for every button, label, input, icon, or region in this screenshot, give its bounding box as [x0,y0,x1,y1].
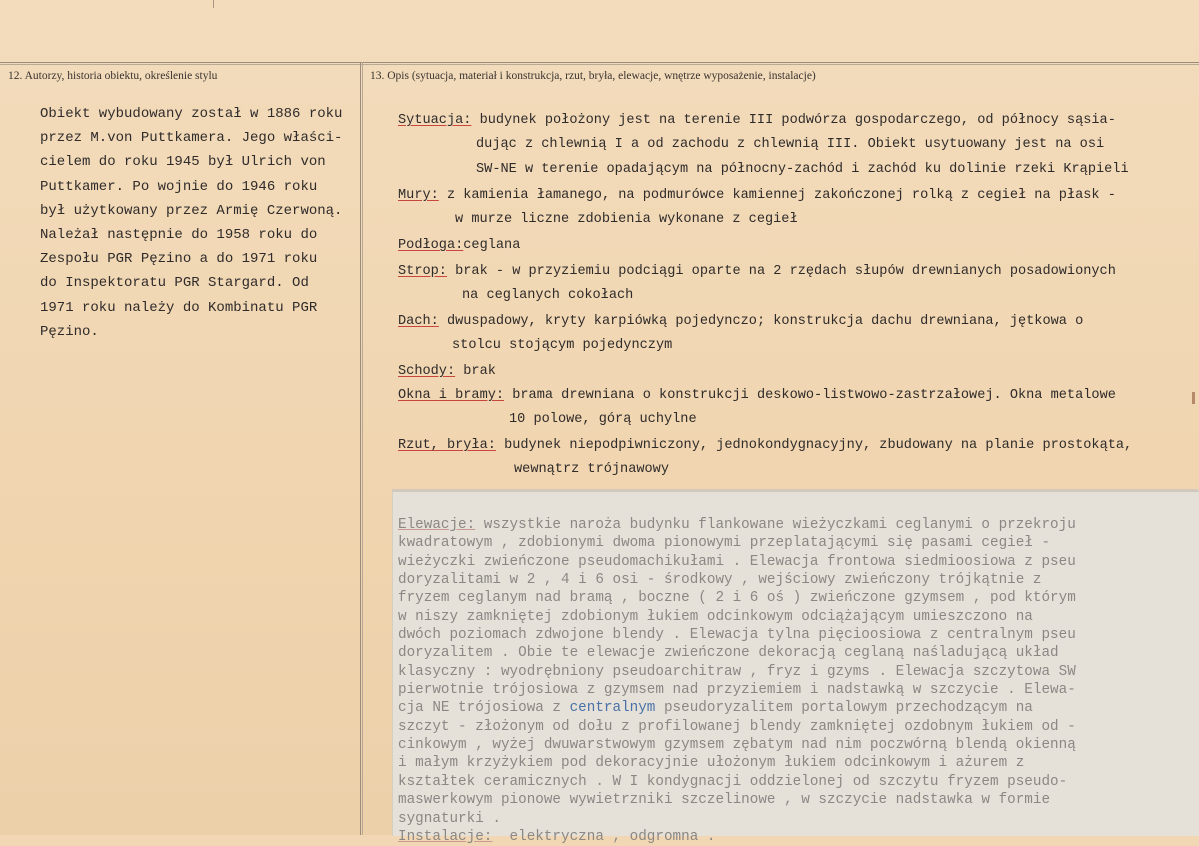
elewacje-text-block [398,516,1198,846]
history-line: Zespołu PGR Pęzino a do 1971 roku [40,251,318,268]
rzut-label: Rzut, bryła: [398,438,496,453]
sytuacja-line-3: SW-NE w terenie opadającym na północny-zachód i zachód ku dolinie rzeki Krąpieli [476,162,1129,177]
elewacje-line: szczyt - złożonym od dołu z profilowanej blendy zamkniętej ozdobnym łukiem od - [398,718,1076,735]
sytuacja-label: Sytuacja: [398,113,472,128]
podloga-text: ceglana [463,238,521,253]
edge-mark [1192,392,1195,404]
header-rule [0,62,1199,63]
history-line: cielem do roku 1945 był Ulrich von [40,154,326,171]
okna-line-2: 10 polowe, górą uchylne [509,412,697,427]
elewacje-line: dwóch poziomach zdwojone blendy . Elewacja tylna pięcioosiowa z centralnym pseu [398,627,1076,644]
elewacje-line: klasyczny : wyodrębniony pseudoarchitraw , fryz i gzyms . Elewacja szczytowa SW [398,663,1076,680]
okna-label: Okna i bramy: [398,388,505,403]
elewacje-line: w niszy zamkniętej zdobionym łukiem odcinkowym odciążającym umieszczono na [398,608,1033,625]
history-line: Należał następnie do 1958 roku do [40,227,318,244]
elewacje-line: doryzalitami w 2 , 4 i 6 osi - środkowy , wejściowy zwieńczony trójkątnie z [398,572,1042,589]
mury-label: Mury: [398,188,439,203]
history-line: Obiekt wybudowany został w 1886 roku [40,106,343,122]
elewacje-line-1 [398,516,1198,534]
podloga-line [398,238,520,253]
header-rule-shadow [0,64,1199,65]
schody-line [398,364,496,379]
elewacje-line: i małym krzyżykiem pod dekoracyjnie ułożonym łukiem odcinkowym i ażurem z [398,755,1025,772]
elewacje-line-ne [398,699,1198,717]
dach-label: Dach: [398,314,439,329]
okna-text: brama drewniana o konstrukcji deskowo-listwowo-zastrzałowej. Okna metalowe [504,388,1116,403]
elewacje-ne-text-a: cja NE trójosiowa z [398,700,570,717]
dach-line-1 [398,314,1083,329]
history-line: przez M.von Puttkamera. Jego właści- [40,130,343,147]
sytuacja-line-2: dując z chlewnią I a od zachodu z chlewnią III. Obiekt usytuowany jest na osi [476,137,1105,152]
section-12-header: 12. Autorzy, historia obiektu, określenie stylu [8,70,218,82]
instalacje-line [398,828,1198,846]
elewacje-label: Elewacje: [398,517,476,533]
elewacje-line: kwadratowym , zdobionymi dwoma pionowymi przeplatającymi się pasami cegieł - [398,535,1051,552]
instalacje-text: elektryczna , odgromna . [492,828,716,845]
elewacje-line: kształtek ceramicznych . W I kondygnacji oddzielonej od szczytu fryzem pseudo- [398,773,1068,790]
rzut-line-1 [398,438,1132,453]
history-line: Puttkamer. Po wojnie do 1946 roku [40,178,318,195]
strop-line-1 [398,264,1116,279]
mury-line-1 [398,188,1116,203]
rzut-line-2: wewnątrz trójnawowy [514,462,669,477]
mury-text: z kamienia łamanego, na podmurówce kamiennej zakończonej rolką z cegieł na płask - [438,188,1116,203]
mury-line-2: w murze liczne zdobienia wykonane z cegieł [455,212,798,227]
elewacje-line: fryzem ceglanym nad bramą , boczne ( 2 i 6 oś ) zwieńczone gzymsem , pod którym [398,590,1076,607]
strop-label: Strop: [398,264,447,279]
section-12-text [40,102,358,344]
history-line: Pęzino. [40,323,99,340]
sytuacja-line-1 [398,113,1116,128]
column-divider [360,62,361,835]
elewacje-line: wieżyczki zwieńczone pseudomachikułami . Elewacja frontowa siedmioosiowa z pseu [398,553,1076,570]
okna-line-1 [398,388,1116,403]
rzut-text: budynek niepodpiwniczony, jednokondygnacyjny, zbudowany na planie prostokąta, [495,438,1133,453]
history-line: do Inspektoratu PGR Stargard. Od [40,275,309,292]
schody-label: Schody: [398,364,456,379]
top-tick-mark [213,0,214,8]
history-line: był użytkowany przez Armię Czerwoną. [40,202,343,219]
history-line: 1971 roku należy do Kombinatu PGR [40,299,318,316]
elewacje-line: cinkowym , wyżej dwuwarstwowym gzymsem zębatym nad nim poczwórną blendą okienną [398,737,1076,754]
elewacje-line: maswerkowym pionowe wywietrzniki szczelinowe , w szczycie nadstawka w formie [398,792,1051,809]
dach-line-2: stolcu stojącym pojedynczym [452,338,673,353]
podloga-label: Podłoga: [398,238,464,253]
elewacje-line: sygnaturki . [398,810,501,827]
instalacje-label: Instalacje: [398,828,493,845]
strop-line-2: na ceglanych cokołach [462,288,634,303]
schody-text: brak [455,364,496,379]
highlighted-word: centralnym [569,700,656,717]
elewacje-text: wszystkie naroża budynku flankowane wieżyczkami ceglanymi o przekroju [475,517,1076,533]
column-divider-shadow [362,62,363,835]
strop-text: brak - w przyziemiu podciągi oparte na 2 rzędach słupów drewnianych posadowionych [446,264,1116,279]
section-13-header: 13. Opis (sytuacja, materiał i konstrukcja, rzut, bryła, elewacje, wnętrze wyposażenie, instalacje) [370,70,816,82]
elewacje-line: doryzalitem . Obie te elewacje zwieńczone dekoracją ceglaną naśladującą układ [398,645,1059,662]
sytuacja-text: budynek położony jest na terenie III podwórza gospodarczego, od północy sąsia- [471,113,1116,128]
elewacje-line: pierwotnie trójosiowa z gzymsem nad przyziemiem i nadstawką w szczycie . Elewa- [398,682,1076,699]
elewacje-ne-text-b: pseudoryzalitem portalowym przechodzącym na [655,700,1033,717]
dach-text: dwuspadowy, kryty karpiówką pojedynczo; konstrukcja dachu drewniana, jętkowa o [438,314,1084,329]
